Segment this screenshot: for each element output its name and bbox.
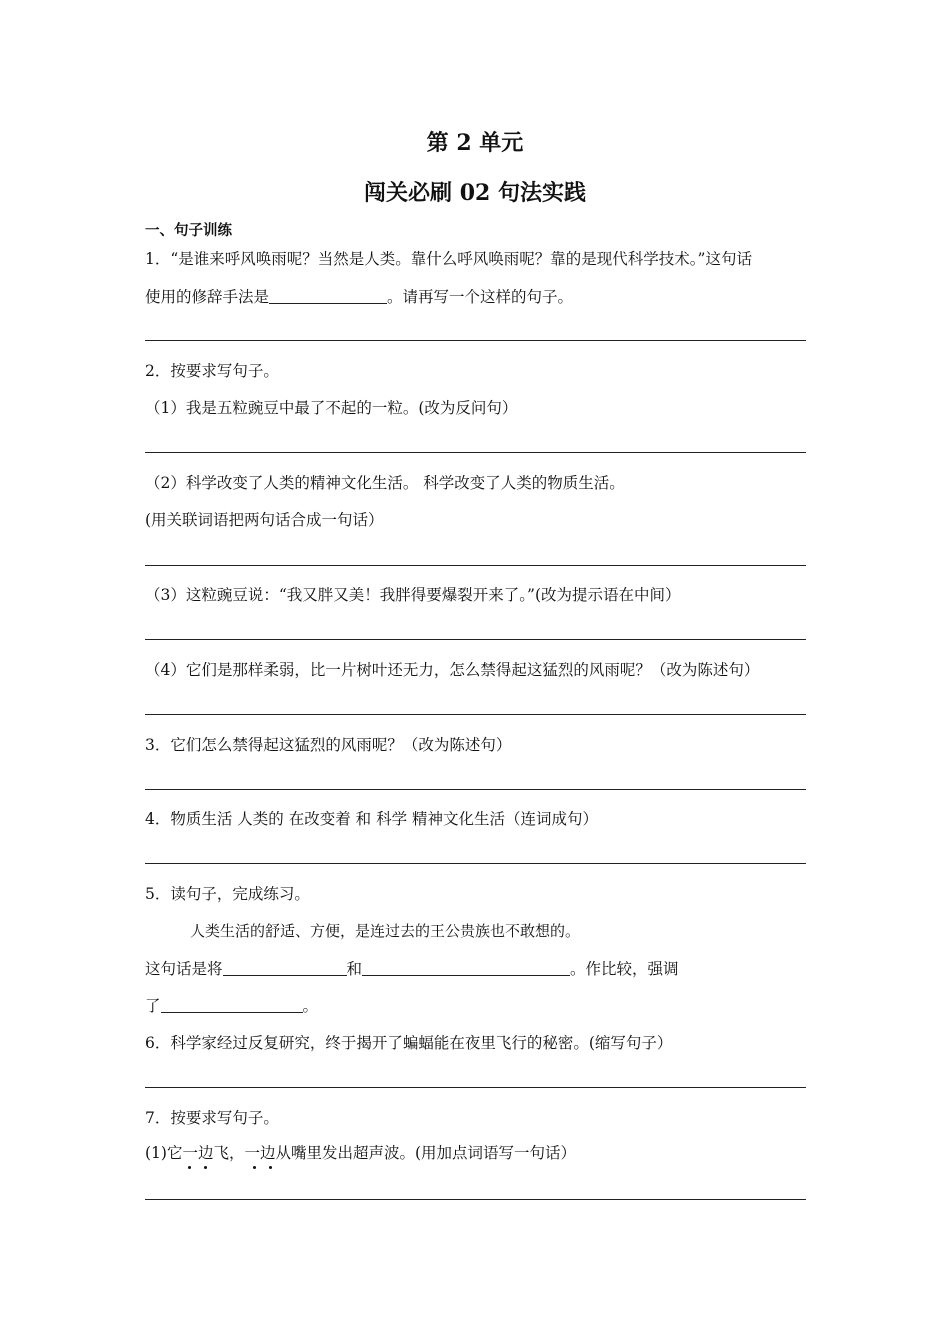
q5-line2 xyxy=(145,996,318,1016)
emphasis-dot xyxy=(188,1166,191,1169)
section-heading: 一、句子训练 xyxy=(145,222,232,239)
q2-part3-answer-line[interactable] xyxy=(145,639,806,640)
q2-part2-answer-line[interactable] xyxy=(145,565,806,566)
q1-line2 xyxy=(145,287,573,307)
q4-text: 4．物质生活 人类的 在改变着 和 科学 精神文化生活（连词成句） xyxy=(145,810,598,828)
q6-answer-line[interactable] xyxy=(145,1087,806,1088)
q5-line2-suffix: 。 xyxy=(302,997,319,1015)
q5-quote: 人类生活的舒适、方便，是连过去的王公贵族也不敢想的。 xyxy=(190,922,581,940)
q1-line2-suffix: 。请再写一个这样的句子。 xyxy=(387,288,574,306)
q5-line1-suffix: 。作比较，强调 xyxy=(570,960,679,978)
q1-line2-prefix: 使用的修辞手法是 xyxy=(145,288,270,306)
q2-stem: 2．按要求写句子。 xyxy=(145,362,279,380)
emphasis-dot xyxy=(204,1166,207,1169)
q7-part1-answer-line[interactable] xyxy=(145,1199,806,1200)
q5-blank-2[interactable] xyxy=(362,959,570,976)
q1-line1: 1．“是谁来呼风唤雨呢？当然是人类。靠什么呼风唤雨呢？靠的是现代科学技术。”这句话 xyxy=(145,250,752,268)
q4-answer-line[interactable] xyxy=(145,863,806,864)
q1-answer-blank[interactable] xyxy=(269,287,387,304)
q2-part4: （4）它们是那样柔弱，比一片树叶还无力，怎么禁得起这猛烈的风雨呢？（改为陈述句） xyxy=(145,661,760,679)
q5-stem: 5．读句子，完成练习。 xyxy=(145,885,310,903)
q3-text: 3．它们怎么禁得起这猛烈的风雨呢？（改为陈述句） xyxy=(145,736,512,754)
q5-blank-3[interactable] xyxy=(161,996,303,1013)
q5-line1-prefix: 这句话是将 xyxy=(145,960,223,978)
emphasis-dot xyxy=(253,1166,256,1169)
q2-part3: （3）这粒豌豆说：“我又胖又美！我胖得要爆裂开来了。”(改为提示语在中间） xyxy=(145,586,681,604)
q1-answer-line[interactable] xyxy=(145,340,806,341)
q2-part2-line1: （2）科学改变了人类的精神文化生活。 科学改变了人类的物质生活。 xyxy=(145,474,625,492)
q5-line2-prefix: 了 xyxy=(145,997,161,1015)
q7-part1: (1)它一边飞，一边从嘴里发出超声波。(用加点词语写一句话） xyxy=(145,1144,577,1162)
q5-blank-1[interactable] xyxy=(223,959,347,976)
unit-title: 第 2 单元 xyxy=(426,130,524,156)
q2-part1-answer-line[interactable] xyxy=(145,452,806,453)
q2-part1: （1）我是五粒豌豆中最了不起的一粒。(改为反问句） xyxy=(145,399,518,417)
q6-text: 6．科学家经过反复研究，终于揭开了蝙蝠能在夜里飞行的秘密。(缩写句子） xyxy=(145,1034,673,1052)
q7-stem: 7．按要求写句子。 xyxy=(145,1109,279,1127)
q2-part2-line2: (用关联词语把两句话合成一句话） xyxy=(145,511,384,529)
q2-part4-answer-line[interactable] xyxy=(145,714,806,715)
emphasis-dot xyxy=(269,1166,272,1169)
q5-line1-and: 和 xyxy=(346,960,363,978)
q5-line1 xyxy=(145,959,679,979)
page-title: 闯关必刷 02 句法实践 xyxy=(364,180,586,206)
q3-answer-line[interactable] xyxy=(145,789,806,790)
